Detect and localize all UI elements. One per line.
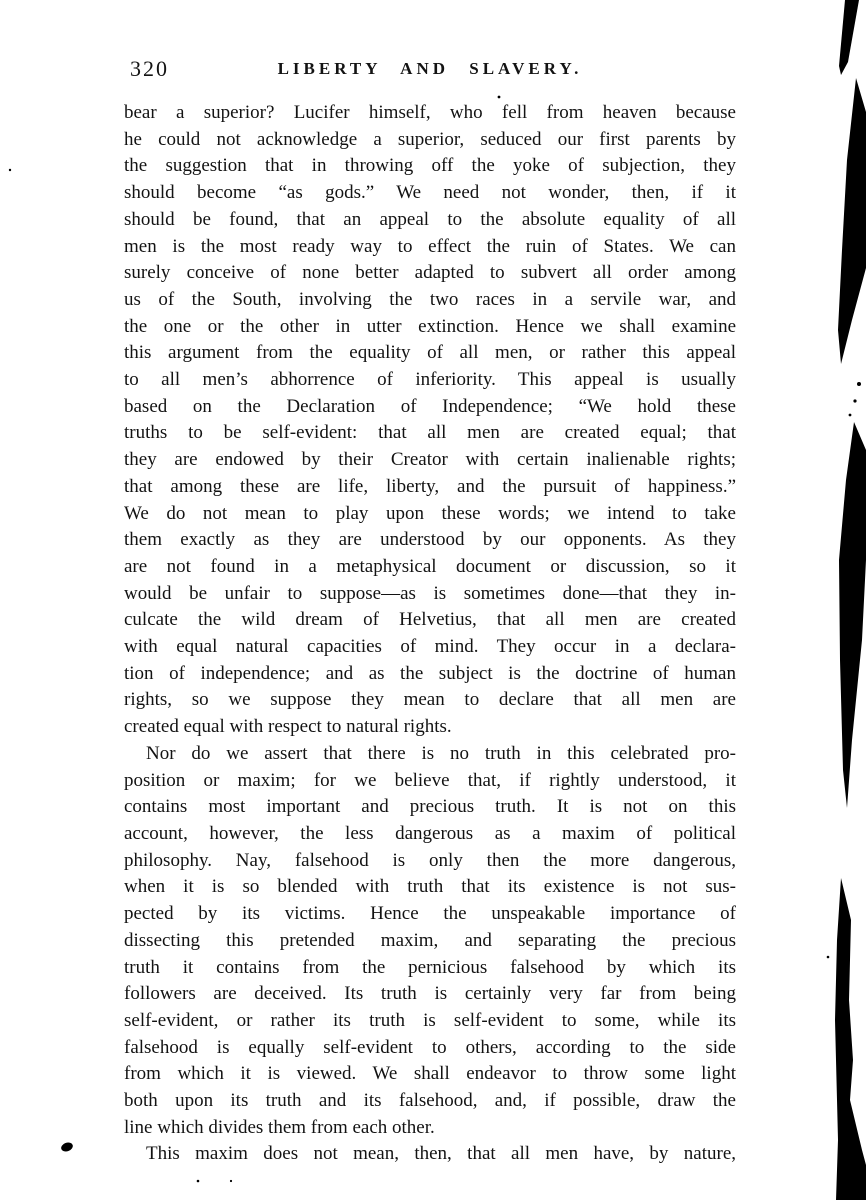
text-line: truth it contains from the pernicious falsehood by which its [124, 956, 736, 978]
text-line: based on the Declaration of Independence; “We hold these [124, 395, 736, 417]
text-line: truths to be self-evident: that all men are created equal; that [124, 422, 736, 444]
text-line: pected by its victims. Hence the unspeakable importance of [124, 903, 736, 925]
speck [857, 382, 861, 386]
text-line: he could not acknowledge a superior, seduced our first parents by [124, 128, 736, 150]
text-line: self-evident, or rather its truth is self-evident to some, while its [124, 1009, 736, 1031]
edge-streak [839, 422, 866, 808]
speck [498, 96, 501, 99]
text-line: when it is so blended with truth that its existence is not sus- [124, 876, 736, 898]
ink-blot [60, 1141, 74, 1153]
speck [827, 956, 830, 959]
text-line: This maxim does not mean, then, that all men have, by nature, [146, 1143, 736, 1165]
text-line: should be found, that an appeal to the absolute equality of all [124, 208, 736, 230]
text-line: We do not mean to play upon these words; we intend to take [124, 502, 736, 524]
text-line: rights, so we suppose they mean to declare that all men are [124, 689, 736, 711]
text-line: surely conceive of none better adapted to subvert all order among [124, 262, 736, 284]
page-number: 320 [130, 56, 169, 81]
speck [9, 169, 11, 171]
paragraph [124, 741, 736, 1142]
text-line: both upon its truth and its falsehood, and, if possible, draw the [124, 1090, 736, 1112]
text-line: should become “as gods.” We need not wonder, then, if it [124, 182, 736, 204]
text-line: Nor do we assert that there is no truth in this celebrated pro- [146, 742, 736, 764]
text-line: them exactly as they are understood by our opponents. As they [124, 529, 736, 551]
edge-streak [839, 0, 859, 75]
text-line: line which divides them from each other. [124, 1116, 435, 1138]
text-line: followers are deceived. Its truth is certainly very far from being [124, 983, 736, 1005]
text-line: are not found in a metaphysical document or discussion, so it [124, 555, 736, 577]
text-line: dissecting this pretended maxim, and separating the precious [124, 929, 736, 951]
edge-streak [838, 78, 866, 364]
text-line: culcate the wild dream of Helvetius, that all men are created [124, 609, 736, 631]
text-line: contains most important and precious truth. It is not on this [124, 796, 736, 818]
text-line: the one or the other in utter extinction. Hence we shall examine [124, 315, 736, 337]
text-line: they are endowed by their Creator with certain inalienable rights; [124, 449, 736, 471]
paragraph [124, 100, 736, 741]
text-line: that among these are life, liberty, and the pursuit of happiness.” [124, 475, 736, 497]
text-line: philosophy. Nay, falsehood is only then the more dangerous, [124, 849, 736, 871]
text-line: this argument from the equality of all men, or rather this appeal [124, 342, 736, 364]
text-line: would be unfair to suppose—as is sometimes done—that they in- [124, 582, 736, 604]
text-line: tion of independence; and as the subject is the doctrine of human [124, 662, 736, 684]
text-line: with equal natural capacities of mind. They occur in a declara- [124, 636, 736, 658]
text-line: account, however, the less dangerous as a maxim of political [124, 822, 736, 844]
text-line: us of the South, involving the two races in a servile war, and [124, 288, 736, 310]
text-line: position or maxim; for we believe that, if rightly understood, it [124, 769, 736, 791]
speck [853, 399, 856, 402]
text-line: the suggestion that in throwing off the yoke of subjection, they [124, 155, 736, 177]
speck [230, 1180, 232, 1182]
running-title: LIBERTY AND SLAVERY. [277, 59, 583, 78]
text-line: falsehood is equally self-evident to others, according to the side [124, 1036, 736, 1058]
speck [849, 414, 852, 417]
text-line: bear a superior? Lucifer himself, who fell from heaven because [124, 102, 736, 123]
text-line: men is the most ready way to effect the ruin of States. We can [124, 235, 736, 257]
text-line: created equal with respect to natural rights. [124, 716, 452, 738]
text-line: to all men’s abhorrence of inferiority. This appeal is usually [124, 369, 736, 391]
page-text [124, 100, 736, 1168]
text-line: from which it is viewed. We shall endeavor to throw some light [124, 1063, 736, 1085]
speck [197, 1180, 200, 1183]
edge-streak [835, 878, 866, 1200]
paragraph [124, 1141, 736, 1168]
page-header [124, 55, 736, 83]
